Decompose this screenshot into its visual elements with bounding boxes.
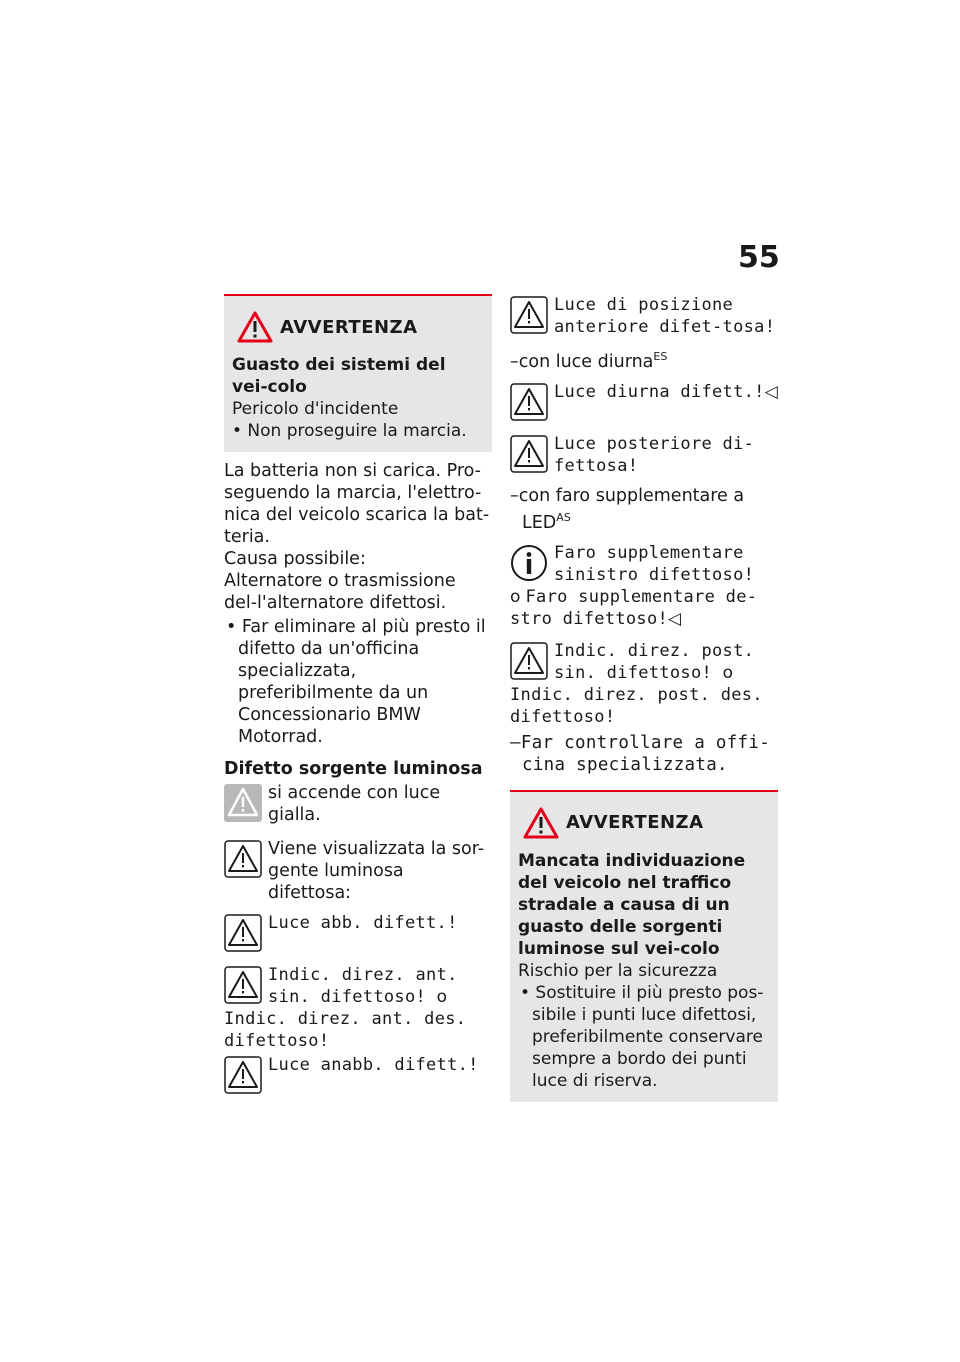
warning-lamp-icon <box>510 435 548 473</box>
msg-low-beam: Luce abb. difett.! <box>268 913 458 933</box>
daylight-label <box>510 346 778 373</box>
warning-lamp-icon <box>510 383 548 421</box>
warning-bullet: • Non proseguire la marcia. <box>232 421 467 441</box>
left-column <box>224 294 492 1094</box>
warning-triangle-icon <box>236 310 274 344</box>
end-arrow-icon: ◁ <box>668 608 682 629</box>
battery-paragraph: La batteria non si carica. Pro-seguendo la marcia, l'elettro-nica del veicolo scarica la bat-teria. <box>224 461 490 547</box>
aux-right-line <box>510 586 778 630</box>
warning-box <box>510 790 778 1102</box>
warning-title: AVVERTENZA <box>566 812 704 834</box>
lamp-text: si accende con luce gialla. <box>268 783 441 825</box>
right-column <box>510 294 778 1102</box>
or-text: o <box>722 662 733 683</box>
msg-rear-indicator-right: Indic. direz. post. des. difettoso! <box>510 684 763 727</box>
high-beam-row <box>224 1054 492 1094</box>
front-indicator-row <box>224 964 492 1008</box>
aux-label-text: –con faro supplementare a LED <box>510 485 745 533</box>
warning-lamp-icon <box>224 1056 262 1094</box>
warning-lamp-filled-icon <box>224 784 262 822</box>
or-text: o <box>510 586 521 607</box>
front-indicator-text-1 <box>268 964 492 1008</box>
warning-lamp-icon <box>224 966 262 1004</box>
aux-left-row <box>510 542 778 586</box>
lamp-row <box>224 782 492 826</box>
warning-lamp-icon <box>510 642 548 680</box>
msg-workshop: –Far controllare a offi-cina specializzata. <box>510 732 771 775</box>
msg-rear-light: Luce posteriore di-fettosa! <box>554 433 755 476</box>
warning-header <box>518 806 770 840</box>
warning-risk: Rischio per la sicurezza <box>518 960 718 981</box>
rear-indicator-row <box>510 640 778 684</box>
warning-lamp-icon <box>510 296 548 334</box>
msg-rear-indicator-left: Indic. direz. post. sin. difettoso! <box>554 640 755 683</box>
msg-front-indicator-left: Indic. direz. ant. sin. difettoso! <box>268 965 458 1007</box>
warning-header <box>232 310 484 344</box>
cause-label: Causa possibile: <box>224 549 366 569</box>
info-icon <box>510 544 548 582</box>
msg-daylight: Luce diurna difett.! <box>554 381 765 402</box>
msg-front-indicator-right: Indic. direz. ant. des. difettoso! <box>224 1009 467 1051</box>
cause-bullet: • Far eliminare al più presto il difetto da un'officina specializzata, preferibilmente da un Concessionario BMW Motorrad. <box>226 617 486 747</box>
displayed-row <box>224 838 492 904</box>
displayed-text: Viene visualizzata la sor-gente luminosa difettosa: <box>268 839 485 903</box>
msg-aux-left: Faro supplementare sinistro difettoso! <box>554 542 755 585</box>
position-light-row <box>510 294 778 338</box>
warning-lamp-icon <box>224 840 262 878</box>
aux-label <box>510 485 778 534</box>
daylight-label-text: –con luce diurna <box>510 351 654 372</box>
aux-sup: AS <box>556 510 571 524</box>
warning-heading: Mancata individuazione del veicolo nel traffico stradale a causa di un guasto delle sorgenti luminose sul vei-colo <box>518 850 746 959</box>
daylight-row <box>510 381 778 421</box>
daylight-sup: ES <box>653 350 668 363</box>
warning-box <box>224 294 492 452</box>
warning-title: AVVERTENZA <box>280 316 418 338</box>
end-arrow-icon: ◁ <box>764 381 778 402</box>
warning-triangle-icon <box>522 806 560 840</box>
warning-bullet: • Sostituire il più presto pos-sibile i punti luce difettosi, preferibilmente conservare sempre a bordo dei punti luce di riserva. <box>520 982 764 1091</box>
page-number: 55 <box>738 240 780 275</box>
cause-text: Alternatore o trasmissione del-l'alternatore difettosi. <box>224 571 456 613</box>
daylight-msg-line <box>554 381 778 403</box>
warning-heading: Guasto dei sistemi del vei-colo <box>232 355 446 397</box>
rear-light-row <box>510 433 778 477</box>
msg-aux-right: Faro supplementare de-stro difettoso! <box>510 586 758 629</box>
section-heading: Difetto sorgente luminosa <box>224 759 483 779</box>
warning-risk: Pericolo d'incidente <box>232 399 399 419</box>
msg-position-light: Luce di posizione anteriore difet-tosa! <box>554 295 776 337</box>
msg-high-beam: Luce anabb. difett.! <box>268 1055 479 1075</box>
warning-lamp-icon <box>224 914 262 952</box>
rear-indicator-text-1 <box>554 640 778 684</box>
low-beam-row <box>224 912 492 952</box>
or-text: o <box>436 987 447 1007</box>
